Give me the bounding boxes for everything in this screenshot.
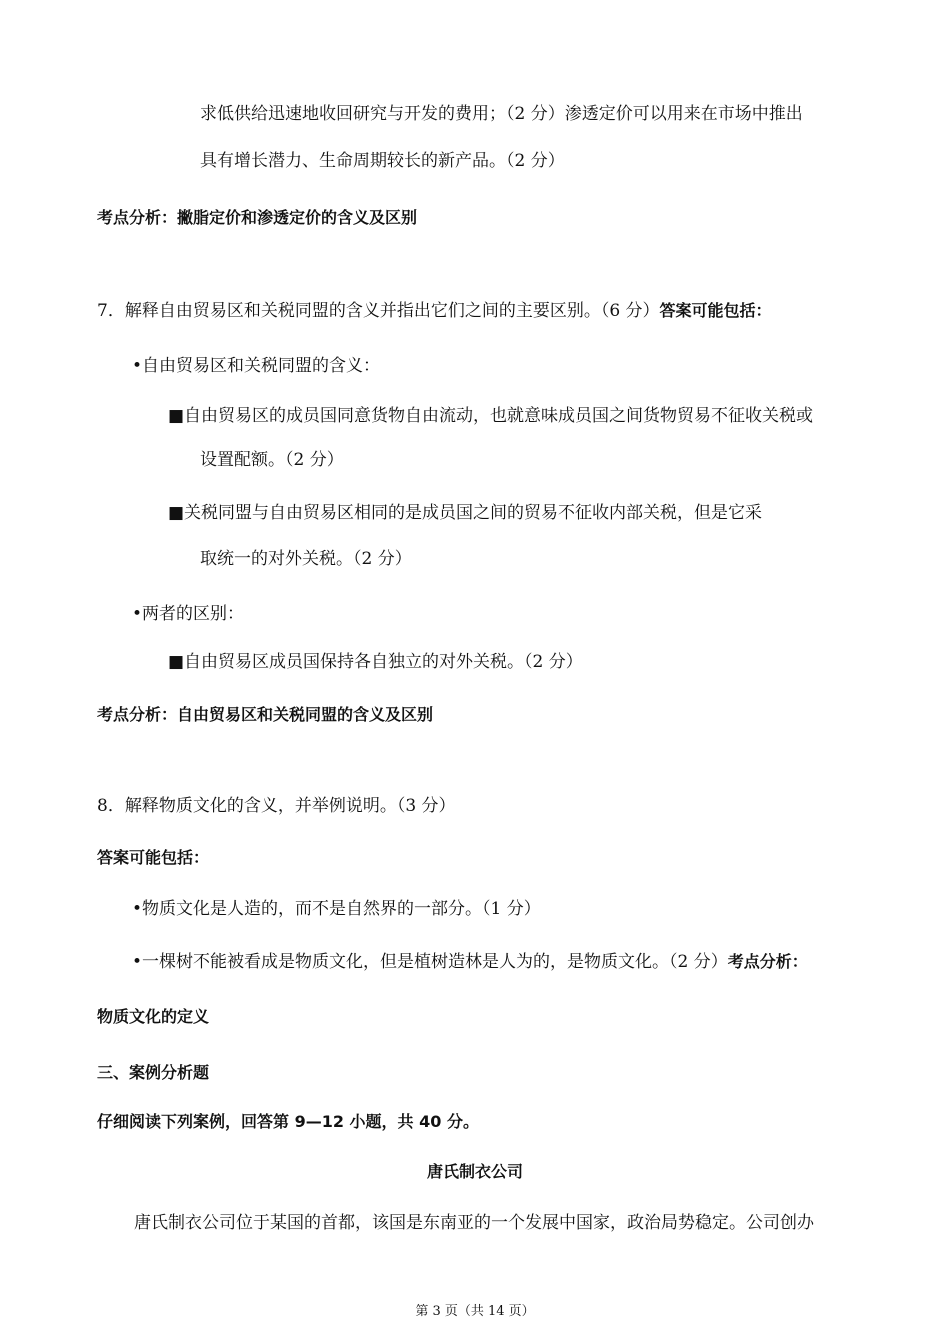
- key-point-analysis: 考点分析：撇脂定价和渗透定价的含义及区别: [97, 208, 418, 227]
- sub-bullet-item: ■自由贸易区成员国保持各自独立的对外关税。（2 分）: [168, 652, 583, 672]
- key-point-label: 考点分析：: [727, 952, 808, 971]
- answer-heading: 答案可能包括：: [97, 848, 210, 867]
- question-7: [97, 299, 772, 323]
- bullet-item: •两者的区别：: [132, 604, 245, 624]
- sub-bullet-continuation: 设置配额。（2 分）: [200, 450, 344, 470]
- answer-heading: 答案可能包括：: [659, 301, 772, 320]
- bullet-item: [132, 950, 808, 974]
- case-paragraph: 唐氏制衣公司位于某国的首都，该国是东南亚的一个发展中国家，政治局势稳定。公司创办: [134, 1213, 814, 1233]
- question-7-text: 7．解释自由贸易区和关税同盟的含义并指出它们之间的主要区别。（6 分）: [97, 301, 660, 321]
- section-instruction: 仔细阅读下列案例，回答第 9—12 小题，共 40 分。: [97, 1112, 479, 1131]
- page-footer: 第 3 页（共 14 页）: [415, 1304, 535, 1319]
- sub-bullet-item: ■关税同盟与自由贸易区相同的是成员国之间的贸易不征收内部关税，但是它采: [168, 503, 763, 523]
- bullet-item: •自由贸易区和关税同盟的含义：: [132, 356, 381, 376]
- answer-text-line: 求低供给迅速地收回研究与开发的费用；（2 分）渗透定价可以用来在市场中推出: [200, 104, 803, 124]
- answer-text-line: 具有增长潜力、生命周期较长的新产品。（2 分）: [200, 151, 565, 171]
- bullet-item: •物质文化是人造的，而不是自然界的一部分。（1 分）: [132, 899, 541, 919]
- section-heading: 三、案例分析题: [97, 1063, 210, 1082]
- sub-bullet-continuation: 取统一的对外关税。（2 分）: [200, 549, 412, 569]
- case-title: 唐氏制衣公司: [426, 1162, 523, 1181]
- question-8: 8．解释物质文化的含义，并举例说明。（3 分）: [97, 796, 456, 816]
- sub-bullet-item: ■自由贸易区的成员国同意货物自由流动，也就意味成员国之间货物贸易不征收关税或: [168, 406, 814, 426]
- key-point-analysis: 考点分析：自由贸易区和关税同盟的含义及区别: [97, 705, 434, 724]
- key-point-analysis: 物质文化的定义: [97, 1007, 210, 1026]
- bullet-text: •一棵树不能被看成是物质文化，但是植树造林是人为的，是物质文化。（2 分）: [132, 952, 728, 972]
